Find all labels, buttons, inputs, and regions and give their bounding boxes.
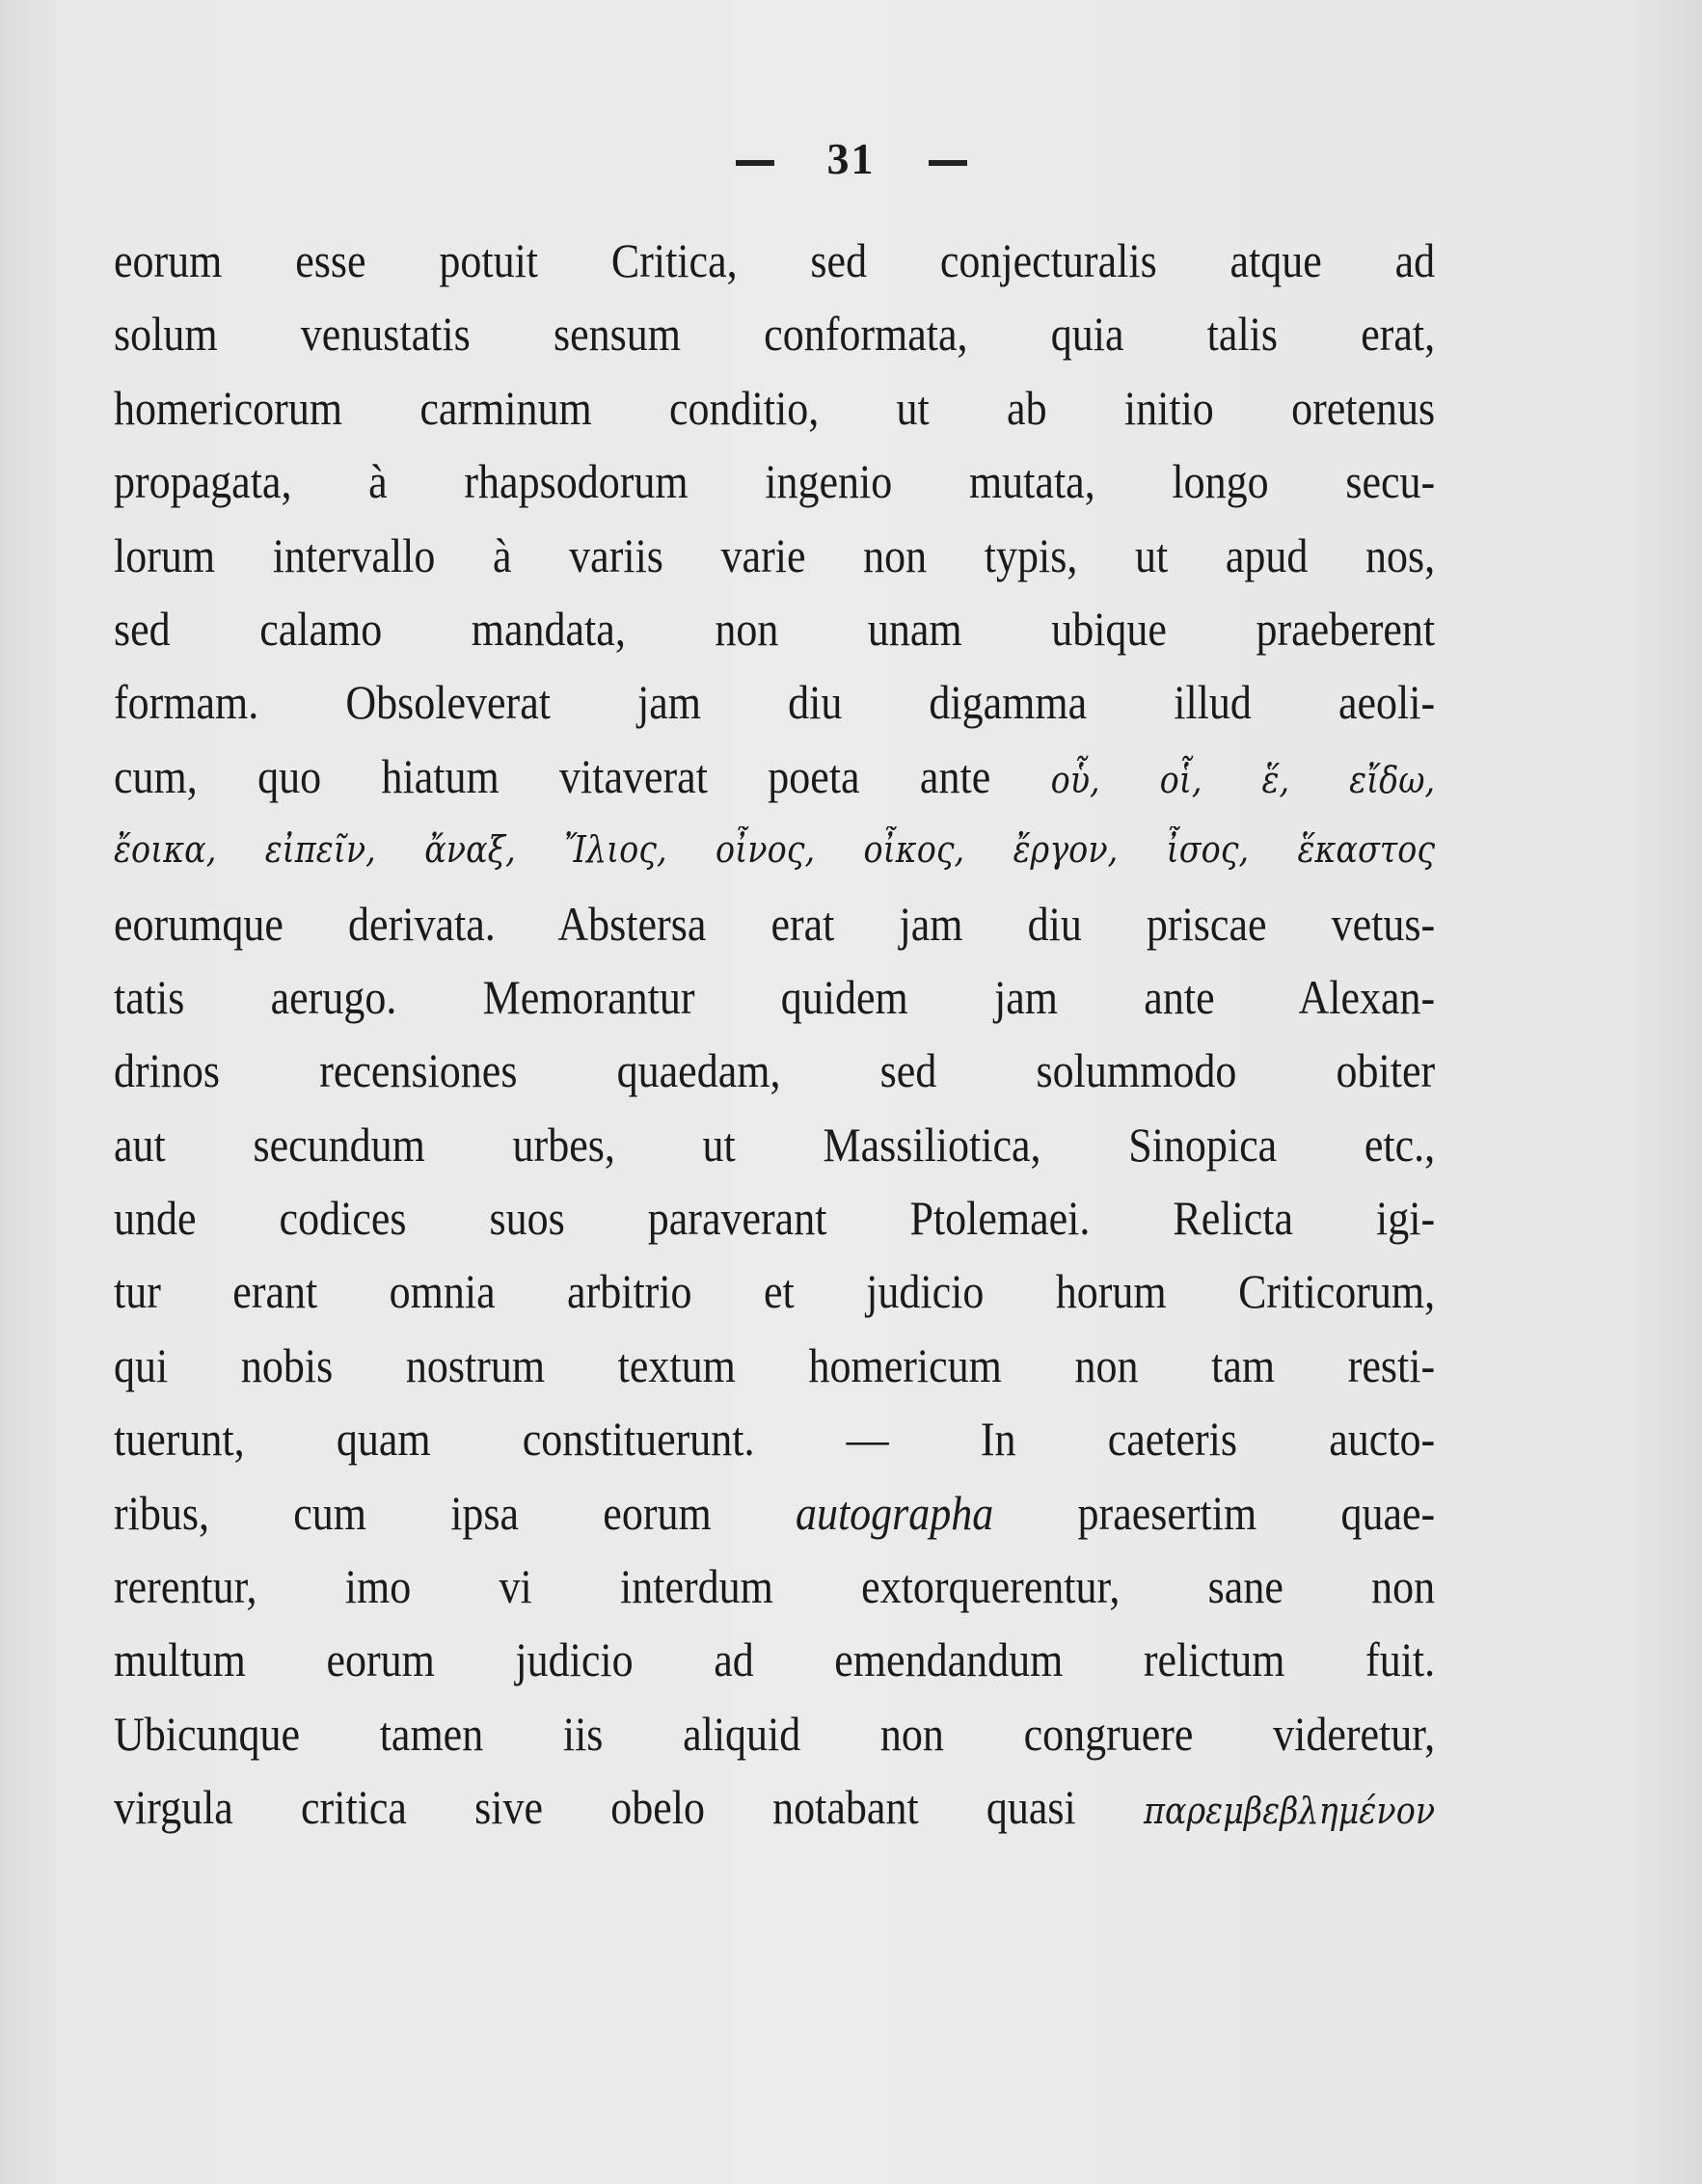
text-line-mixed: [114, 1770, 1435, 1844]
italic-word: autographa: [795, 1485, 994, 1540]
text-line: multum eorum judicio ad emendandum relictum fuit.: [114, 1632, 1436, 1687]
text-line: sed calamo mandata, non unam ubique praeberent: [114, 601, 1436, 656]
text-line: formam. Obsoleverat jam diu digamma illud aeoli-: [114, 675, 1436, 730]
latin-text: ribus, cum ipsa eorum: [114, 1485, 712, 1540]
text-line: aut secundum urbes, ut Massiliotica, Sinopica etc.,: [114, 1117, 1436, 1172]
text-line: propagata, à rhapsodorum ingenio mutata, longo secu-: [114, 454, 1436, 509]
left-dash: [736, 160, 774, 166]
text-line: eorum esse potuit Critica, sed conjecturalis atque ad: [114, 233, 1436, 287]
text-line: tatis aerugo. Memorantur quidem jam ante Alexan-: [114, 969, 1436, 1024]
greek-line: ἔοικα, εἰπεῖν, ἄναξ, Ἴλιος, οἶνος, οἶκος, ἔργον, ἶσος, ἕκαστος: [114, 828, 1436, 872]
text-line-mixed: [114, 740, 1435, 813]
text-line: drinos recensiones quaedam, sed solummodo obiter: [114, 1043, 1436, 1098]
text-line: tuerunt, quam constituerunt. — In caeteris aucto-: [114, 1412, 1436, 1467]
text-line: eorumque derivata. Abstersa erat jam diu priscae vetus-: [114, 896, 1436, 951]
text-line: lorum intervallo à variis varie non typis, ut apud nos,: [114, 527, 1436, 582]
text-line: rerentur, imo vi interdum extorquerentur, sane non: [114, 1559, 1436, 1614]
right-dash: [929, 160, 967, 166]
body-text: [114, 224, 1435, 1845]
text-line: solum venustatis sensum conformata, quia talis erat,: [114, 307, 1436, 362]
page-number-header: [0, 133, 1702, 184]
text-line: Ubicunque tamen iis aliquid non congruere videretur,: [114, 1706, 1436, 1761]
text-line: tur erant omnia arbitrio et judicio horum Criticorum,: [114, 1264, 1436, 1319]
latin-text: virgula critica sive obelo notabant quasi: [114, 1780, 1076, 1835]
greek-text: οὗ, οἷ, ἕ, εἴδω,: [1050, 758, 1436, 801]
text-line: homericorum carminum conditio, ut ab initio oretenus: [114, 380, 1436, 435]
text-line: qui nobis nostrum textum homericum non tam resti-: [114, 1337, 1436, 1392]
greek-text: παρεμβεβλημένον: [1143, 1790, 1436, 1833]
text-line: unde codices suos paraverant Ptolemaei. Relicta igi-: [114, 1191, 1436, 1246]
latin-text: cum, quo hiatum vitaverat poeta ante: [114, 748, 991, 803]
text-line-mixed: [114, 1476, 1435, 1550]
page-number: 31: [826, 134, 876, 183]
latin-text: praesertim quae-: [1077, 1485, 1436, 1540]
